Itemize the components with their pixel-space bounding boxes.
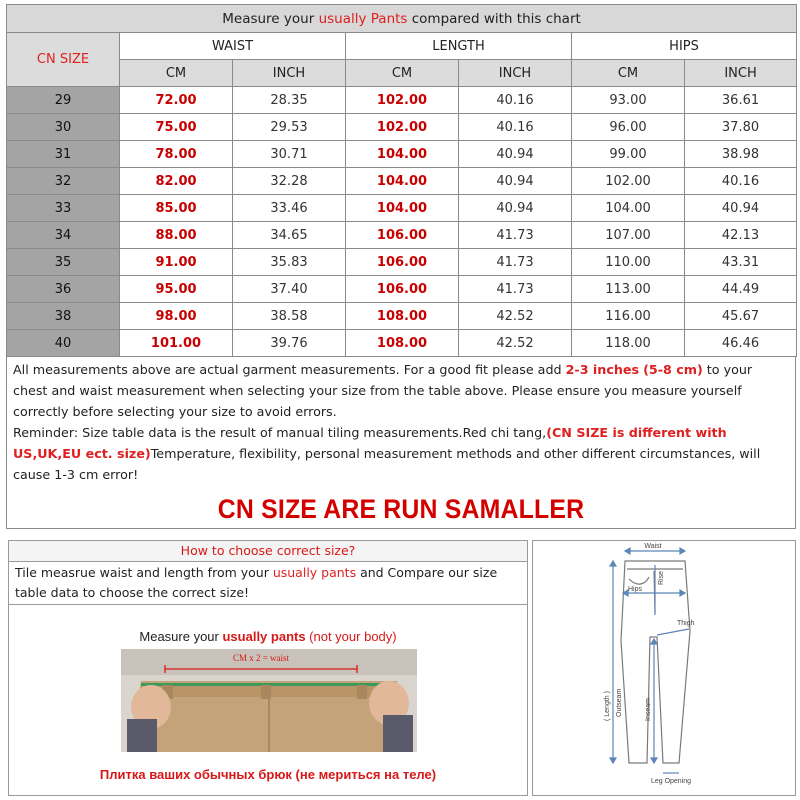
waist-label: Waist [644,543,662,550]
rise-label: Rise [658,570,665,585]
table-row [7,141,797,168]
measuring-pants-photo [121,649,417,752]
hips-cm-cell: 102.00 [572,168,685,195]
length-cm-cell: 104.00 [346,168,459,195]
cn-size-header: CN SIZE [7,33,120,87]
run-smaller-banner: CN SIZE ARE RUN SAMALLER [217,494,585,524]
waist-header: WAIST [120,33,346,60]
how-to-title: How to choose correct size? [9,541,527,562]
waist-inch-cell: 39.76 [233,330,346,357]
hips-inch-cell: 44.49 [685,276,797,303]
hips-inch-cell: 40.94 [685,195,797,222]
waist-cm-cell: 75.00 [120,114,233,141]
table-row [7,249,797,276]
notes-paragraph-1: All measurements above are actual garment measurements. For a good fit please add 2-3 inches (5-8 cm) to your chest and waist measurement when selecting your size from the table above. Please ensure you measure yourself correctly before selecting your size to avoid errors. [13,362,753,419]
length-inch-cell: 40.94 [459,141,572,168]
hips-inch-cell: 38.98 [685,141,797,168]
measure-caption: Measure your usually pants (not your body) [139,629,397,644]
length-inch-cell: 40.94 [459,168,572,195]
waist-inch-cell: 37.40 [233,276,346,303]
hips-inch-cell: 37.80 [685,114,797,141]
hips-cm-cell: 107.00 [572,222,685,249]
length-cm-cell: 102.00 [346,87,459,114]
waist-cm-cell: 101.00 [120,330,233,357]
length-cm-cell: 104.00 [346,195,459,222]
length-inch-cell: 41.73 [459,276,572,303]
size-cell: 33 [7,195,120,222]
size-cell: 35 [7,249,120,276]
waist-cm-cell: 98.00 [120,303,233,330]
waist-cm-cell: 95.00 [120,276,233,303]
hips-header: HIPS [572,33,797,60]
size-cell: 40 [7,330,120,357]
notes-paragraph-2: Reminder: Size table data is the result of manual tiling measurements.Red chi tang,(CN SIZE is different with US,UK,EU ect. size)Temperature, flexibility, personal measurement methods and other different circumstances, will cause 1-3 cm error! [13,425,761,482]
size-cell: 36 [7,276,120,303]
length-cm-cell: 106.00 [346,276,459,303]
waist-inch-cell: 38.58 [233,303,346,330]
hips-cm-cell: 110.00 [572,249,685,276]
inseam-label: Inseam [645,698,652,721]
table-row [7,168,797,195]
hips-cm-cell: 116.00 [572,303,685,330]
length-inch-cell: 42.52 [459,330,572,357]
hips-label: Hips [627,586,643,593]
table-row [7,87,797,114]
length-inch-cell: 41.73 [459,222,572,249]
waist-inch-cell: 35.83 [233,249,346,276]
length-inch-cell: 40.16 [459,87,572,114]
length-cm-cell: 106.00 [346,249,459,276]
size-cell: 29 [7,87,120,114]
unit-header: INCH [459,60,572,87]
waist-cm-cell: 78.00 [120,141,233,168]
hips-inch-cell: 42.13 [685,222,797,249]
table-row [7,303,797,330]
hips-cm-cell: 96.00 [572,114,685,141]
hips-cm-cell: 93.00 [572,87,685,114]
waist-inch-cell: 34.65 [233,222,346,249]
hips-cm-cell: 99.00 [572,141,685,168]
waist-cm-cell: 85.00 [120,195,233,222]
hips-cm-cell: 104.00 [572,195,685,222]
hips-cm-cell: 118.00 [572,330,685,357]
length-inch-cell: 40.94 [459,195,572,222]
length-inch-cell: 42.52 [459,303,572,330]
size-cell: 38 [7,303,120,330]
table-row [7,222,797,249]
table-row [7,330,797,357]
size-cell: 31 [7,141,120,168]
length-cm-cell: 106.00 [346,222,459,249]
size-chart-table [6,4,797,357]
size-cell: 34 [7,222,120,249]
hips-inch-cell: 46.46 [685,330,797,357]
pants-outline-svg [533,541,795,795]
table-row [7,114,797,141]
length-cm-cell: 108.00 [346,330,459,357]
unit-header: INCH [685,60,797,87]
waist-inch-cell: 32.28 [233,168,346,195]
size-cell: 30 [7,114,120,141]
hips-inch-cell: 36.61 [685,87,797,114]
waist-cm-cell: 72.00 [120,87,233,114]
length-cm-cell: 102.00 [346,114,459,141]
hips-cm-cell: 113.00 [572,276,685,303]
length-cm-cell: 104.00 [346,141,459,168]
how-to-choose-panel [8,540,528,796]
waist-cm-cell: 91.00 [120,249,233,276]
waist-inch-cell: 29.53 [233,114,346,141]
length-inch-cell: 40.16 [459,114,572,141]
how-to-instructions: Tile measrue waist and length from your usually pants and Compare our size table data to choose the correct size! [9,562,527,605]
thigh-label: Thigh [677,620,695,627]
waist-inch-cell: 33.46 [233,195,346,222]
length-cm-cell: 108.00 [346,303,459,330]
unit-header: CM [572,60,685,87]
measurement-notes [6,356,796,529]
waist-cm-cell: 88.00 [120,222,233,249]
unit-header: INCH [233,60,346,87]
waist-cm-cell: 82.00 [120,168,233,195]
hips-inch-cell: 43.31 [685,249,797,276]
outseam-label: Outseam [616,688,623,717]
table-row [7,276,797,303]
waist-inch-cell: 30.71 [233,141,346,168]
length-header: LENGTH [346,33,572,60]
leg-opening-label: Leg Opening [650,778,692,785]
russian-caption: Плитка ваших обычных брюк (не мериться на теле) [99,767,437,782]
length-inch-cell: 41.73 [459,249,572,276]
hips-inch-cell: 45.67 [685,303,797,330]
photo-formula-label: CM x 2 = waist [232,653,290,663]
table-title: Measure your usually Pants compared with this chart [7,5,797,33]
table-row [7,195,797,222]
size-cell: 32 [7,168,120,195]
unit-header: CM [346,60,459,87]
length-label: ( Length ) [604,691,611,721]
hips-inch-cell: 40.16 [685,168,797,195]
unit-header: CM [120,60,233,87]
waist-inch-cell: 28.35 [233,87,346,114]
pants-measurement-diagram [532,540,796,796]
